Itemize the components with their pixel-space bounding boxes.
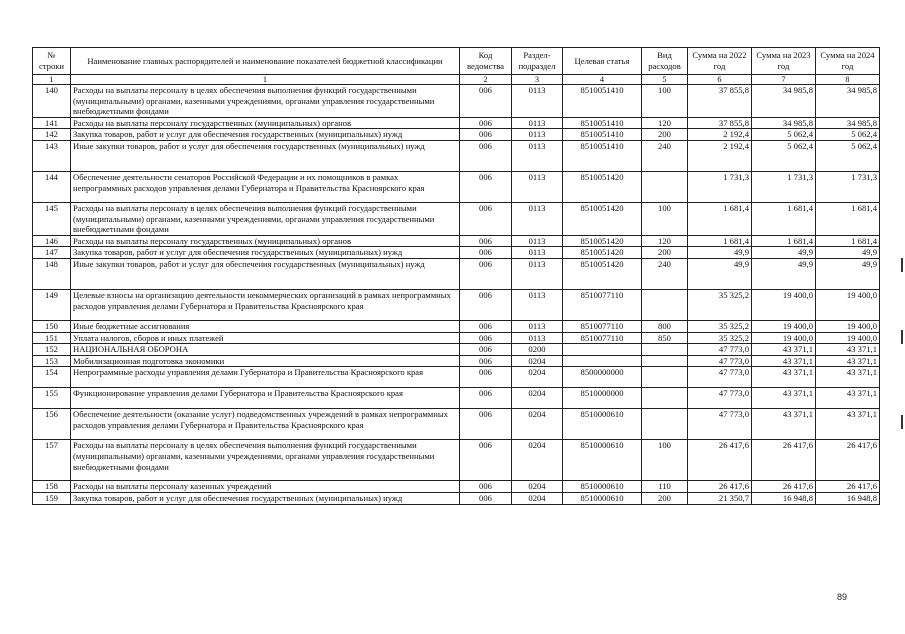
section-code-cell: 0113: [512, 332, 563, 344]
row-number-cell: 157: [33, 440, 71, 481]
column-number: 1: [71, 75, 460, 85]
row-number-cell: 145: [33, 202, 71, 235]
sum-2024-cell: 1 681,4: [816, 235, 880, 247]
sum-2022-cell: 47 773,0: [688, 409, 752, 440]
sum-2024-cell: 5 062,4: [816, 140, 880, 171]
sum-2024-cell: 34 985,8: [816, 85, 880, 118]
sum-2023-cell: 43 371,1: [752, 409, 816, 440]
row-number-cell: 144: [33, 171, 71, 202]
row-name-cell: Мобилизационная подготовка экономики: [71, 355, 460, 367]
sum-2023-cell: 16 948,8: [752, 492, 816, 504]
sum-2023-cell: 34 985,8: [752, 117, 816, 129]
department-code-cell: 006: [460, 492, 512, 504]
sum-2023-cell: 1 681,4: [752, 235, 816, 247]
sum-2022-cell: 26 417,6: [688, 481, 752, 493]
row-name-cell: Расходы на выплаты персоналу казенных учреждений: [71, 481, 460, 493]
target-article-cell: 8510077110: [563, 332, 642, 344]
edge-mark: [901, 330, 903, 344]
table-row: [33, 85, 880, 118]
row-number-cell: 146: [33, 235, 71, 247]
row-name-cell: Расходы на выплаты персоналу в целях обеспечения выполнения функций государственными (муниципальными) органами, казенными учреждениями, органами управления государственными внебюджетными фондами: [71, 440, 460, 481]
sum-2022-cell: 49,9: [688, 258, 752, 289]
target-article-cell: 8510000000: [563, 388, 642, 409]
row-name-cell: Расходы на выплаты персоналу в целях обеспечения выполнения функций государственными (муниципальными) органами, казенными учреждениями, органами управления государственными внебюджетными фондами: [71, 85, 460, 118]
column-number: 1: [33, 75, 71, 85]
row-number-cell: 148: [33, 258, 71, 289]
target-article-cell: 8510051420: [563, 202, 642, 235]
column-number: 2: [460, 75, 512, 85]
table-header-row: [33, 48, 880, 75]
table-row: [33, 140, 880, 171]
section-code-cell: 0113: [512, 129, 563, 141]
sum-2024-cell: 43 371,1: [816, 388, 880, 409]
column-number: 7: [752, 75, 816, 85]
table-row: [33, 289, 880, 320]
edge-mark: [901, 258, 903, 272]
header-department-code: Код ведомства: [460, 48, 512, 75]
page-number: 89: [837, 592, 848, 602]
header-section-code: Раздел- подраздел: [512, 48, 563, 75]
sum-2023-cell: 49,9: [752, 258, 816, 289]
sum-2023-cell: 1 731,3: [752, 171, 816, 202]
target-article-cell: 8510051420: [563, 247, 642, 259]
sum-2023-cell: 43 371,1: [752, 367, 816, 388]
row-number-cell: 149: [33, 289, 71, 320]
table-row: [33, 202, 880, 235]
sum-2022-cell: 2 192,4: [688, 140, 752, 171]
row-name-cell: Закупка товаров, работ и услуг для обеспечения государственных (муниципальных) нужд: [71, 492, 460, 504]
header-name: Наименование главных распорядителей и наименование показателей бюджетной классификации: [71, 48, 460, 75]
expense-type-cell: 100: [642, 85, 688, 118]
sum-2023-cell: 26 417,6: [752, 440, 816, 481]
table-row: [33, 355, 880, 367]
sum-2023-cell: 43 371,1: [752, 388, 816, 409]
sum-2024-cell: 26 417,6: [816, 440, 880, 481]
department-code-cell: 006: [460, 247, 512, 259]
row-number-cell: 159: [33, 492, 71, 504]
row-name-cell: НАЦИОНАЛЬНАЯ ОБОРОНА: [71, 344, 460, 356]
department-code-cell: 006: [460, 332, 512, 344]
target-article-cell: 8510051410: [563, 140, 642, 171]
section-code-cell: 0204: [512, 481, 563, 493]
sum-2023-cell: 5 062,4: [752, 140, 816, 171]
sum-2024-cell: 19 400,0: [816, 320, 880, 332]
target-article-cell: 8510000610: [563, 492, 642, 504]
row-name-cell: Обеспечение деятельности сенаторов Российской Федерации и их помощников в рамках непрограммных расходов управления делами Губернатора и Правительства Красноярского края: [71, 171, 460, 202]
table-row: [33, 171, 880, 202]
section-code-cell: 0113: [512, 85, 563, 118]
target-article-cell: 8510077110: [563, 289, 642, 320]
expense-type-cell: 240: [642, 258, 688, 289]
sum-2022-cell: 35 325,2: [688, 320, 752, 332]
sum-2022-cell: 47 773,0: [688, 388, 752, 409]
table-body: [33, 85, 880, 505]
department-code-cell: 006: [460, 235, 512, 247]
expense-type-cell: 850: [642, 332, 688, 344]
table-row: [33, 258, 880, 289]
row-name-cell: Обеспечение деятельности (оказание услуг) подведомственных учреждений в рамках непрограммных расходов управления делами Губернатора и Правительства Красноярского края: [71, 409, 460, 440]
row-number-cell: 150: [33, 320, 71, 332]
section-code-cell: 0113: [512, 258, 563, 289]
expense-type-cell: 200: [642, 247, 688, 259]
sum-2024-cell: 43 371,1: [816, 355, 880, 367]
section-code-cell: 0204: [512, 440, 563, 481]
sum-2022-cell: 1 731,3: [688, 171, 752, 202]
department-code-cell: 006: [460, 129, 512, 141]
row-name-cell: Целевые взносы на организацию деятельности некоммерческих организаций в рамках непрограммных расходов управления делами Губернатора и Правительства Красноярского края: [71, 289, 460, 320]
sum-2023-cell: 43 371,1: [752, 344, 816, 356]
section-code-cell: 0204: [512, 388, 563, 409]
department-code-cell: 006: [460, 409, 512, 440]
column-number: 5: [642, 75, 688, 85]
row-number-cell: 152: [33, 344, 71, 356]
edge-mark: [901, 415, 903, 429]
section-code-cell: 0113: [512, 117, 563, 129]
column-number: 8: [816, 75, 880, 85]
column-number: 6: [688, 75, 752, 85]
row-name-cell: Непрограммные расходы управления делами Губернатора и Правительства Красноярского края: [71, 367, 460, 388]
sum-2023-cell: 5 062,4: [752, 129, 816, 141]
table-row: [33, 409, 880, 440]
section-code-cell: 0113: [512, 171, 563, 202]
header-sum-2024: Сумма на 2024 год: [816, 48, 880, 75]
row-number-cell: 142: [33, 129, 71, 141]
row-number-cell: 140: [33, 85, 71, 118]
expense-type-cell: 800: [642, 320, 688, 332]
department-code-cell: 006: [460, 117, 512, 129]
sum-2022-cell: 49,9: [688, 247, 752, 259]
row-number-cell: 158: [33, 481, 71, 493]
sum-2024-cell: 1 681,4: [816, 202, 880, 235]
section-code-cell: 0204: [512, 492, 563, 504]
target-article-cell: 8510000610: [563, 409, 642, 440]
sum-2022-cell: 47 773,0: [688, 344, 752, 356]
sum-2023-cell: 19 400,0: [752, 320, 816, 332]
sum-2024-cell: 5 062,4: [816, 129, 880, 141]
department-code-cell: 006: [460, 440, 512, 481]
row-name-cell: Закупка товаров, работ и услуг для обеспечения государственных (муниципальных) нужд: [71, 247, 460, 259]
table-row: [33, 247, 880, 259]
department-code-cell: 006: [460, 320, 512, 332]
table-row: [33, 388, 880, 409]
budget-table: [32, 47, 880, 505]
row-number-cell: 147: [33, 247, 71, 259]
column-number-row: [33, 75, 880, 85]
sum-2022-cell: 1 681,4: [688, 235, 752, 247]
table-row: [33, 117, 880, 129]
header-expense-type: Вид расходов: [642, 48, 688, 75]
section-code-cell: 0113: [512, 320, 563, 332]
row-number-cell: 141: [33, 117, 71, 129]
expense-type-cell: 200: [642, 492, 688, 504]
header-target-article: Целевая статья: [563, 48, 642, 75]
department-code-cell: 006: [460, 85, 512, 118]
target-article-cell: 8510051420: [563, 235, 642, 247]
expense-type-cell: [642, 344, 688, 356]
target-article-cell: [563, 355, 642, 367]
sum-2023-cell: 49,9: [752, 247, 816, 259]
column-number: 4: [563, 75, 642, 85]
department-code-cell: 006: [460, 355, 512, 367]
sum-2024-cell: 34 985,8: [816, 117, 880, 129]
expense-type-cell: [642, 388, 688, 409]
section-code-cell: 0204: [512, 355, 563, 367]
table-row: [33, 332, 880, 344]
table-row: [33, 367, 880, 388]
target-article-cell: 8510051410: [563, 117, 642, 129]
row-name-cell: Расходы на выплаты персоналу государственных (муниципальных) органов: [71, 117, 460, 129]
expense-type-cell: [642, 409, 688, 440]
sum-2022-cell: 37 855,8: [688, 85, 752, 118]
target-article-cell: 8510051410: [563, 129, 642, 141]
section-code-cell: 0113: [512, 247, 563, 259]
department-code-cell: 006: [460, 388, 512, 409]
row-number-cell: 143: [33, 140, 71, 171]
header-row-number: № строки: [33, 48, 71, 75]
sum-2024-cell: 19 400,0: [816, 332, 880, 344]
department-code-cell: 006: [460, 202, 512, 235]
row-name-cell: Закупка товаров, работ и услуг для обеспечения государственных (муниципальных) нужд: [71, 129, 460, 141]
target-article-cell: 8510051420: [563, 171, 642, 202]
department-code-cell: 006: [460, 258, 512, 289]
sum-2023-cell: 26 417,6: [752, 481, 816, 493]
expense-type-cell: 100: [642, 202, 688, 235]
target-article-cell: 8510051420: [563, 258, 642, 289]
sum-2023-cell: 1 681,4: [752, 202, 816, 235]
expense-type-cell: [642, 289, 688, 320]
target-article-cell: [563, 344, 642, 356]
row-name-cell: Иные закупки товаров, работ и услуг для обеспечения государственных (муниципальных) нужд: [71, 258, 460, 289]
sum-2024-cell: 16 948,8: [816, 492, 880, 504]
expense-type-cell: [642, 355, 688, 367]
sum-2024-cell: 1 731,3: [816, 171, 880, 202]
row-number-cell: 151: [33, 332, 71, 344]
sum-2024-cell: 49,9: [816, 258, 880, 289]
section-code-cell: 0113: [512, 289, 563, 320]
sum-2024-cell: 19 400,0: [816, 289, 880, 320]
row-number-cell: 154: [33, 367, 71, 388]
department-code-cell: 006: [460, 289, 512, 320]
table-row: [33, 320, 880, 332]
expense-type-cell: [642, 367, 688, 388]
expense-type-cell: [642, 171, 688, 202]
department-code-cell: 006: [460, 140, 512, 171]
department-code-cell: 006: [460, 367, 512, 388]
target-article-cell: 8510000610: [563, 440, 642, 481]
table-row: [33, 344, 880, 356]
row-name-cell: Уплата налогов, сборов и иных платежей: [71, 332, 460, 344]
expense-type-cell: 120: [642, 117, 688, 129]
department-code-cell: 006: [460, 344, 512, 356]
sum-2024-cell: 49,9: [816, 247, 880, 259]
sum-2022-cell: 2 192,4: [688, 129, 752, 141]
row-name-cell: Расходы на выплаты персоналу в целях обеспечения выполнения функций государственными (муниципальными) органами, казенными учреждениями, органами управления государственными внебюджетными фондами: [71, 202, 460, 235]
row-name-cell: Функционирование управления делами Губернатора и Правительства Красноярского края: [71, 388, 460, 409]
expense-type-cell: 100: [642, 440, 688, 481]
sum-2023-cell: 34 985,8: [752, 85, 816, 118]
sum-2024-cell: 43 371,1: [816, 409, 880, 440]
section-code-cell: 0113: [512, 235, 563, 247]
column-number: 3: [512, 75, 563, 85]
row-name-cell: Иные закупки товаров, работ и услуг для обеспечения государственных (муниципальных) нужд: [71, 140, 460, 171]
sum-2024-cell: 26 417,6: [816, 481, 880, 493]
expense-type-cell: 120: [642, 235, 688, 247]
sum-2023-cell: 19 400,0: [752, 289, 816, 320]
row-name-cell: Расходы на выплаты персоналу государственных (муниципальных) органов: [71, 235, 460, 247]
table-row: [33, 492, 880, 504]
table-row: [33, 129, 880, 141]
table-row: [33, 440, 880, 481]
section-code-cell: 0204: [512, 367, 563, 388]
sum-2022-cell: 21 350,7: [688, 492, 752, 504]
department-code-cell: 006: [460, 171, 512, 202]
header-sum-2023: Сумма на 2023 год: [752, 48, 816, 75]
sum-2022-cell: 47 773,0: [688, 355, 752, 367]
row-number-cell: 155: [33, 388, 71, 409]
expense-type-cell: 200: [642, 129, 688, 141]
department-code-cell: 006: [460, 481, 512, 493]
sum-2022-cell: 26 417,6: [688, 440, 752, 481]
sum-2022-cell: 47 773,0: [688, 367, 752, 388]
section-code-cell: 0204: [512, 409, 563, 440]
sum-2024-cell: 43 371,1: [816, 367, 880, 388]
section-code-cell: 0113: [512, 140, 563, 171]
sum-2022-cell: 35 325,2: [688, 332, 752, 344]
sum-2024-cell: 43 371,1: [816, 344, 880, 356]
sum-2022-cell: 1 681,4: [688, 202, 752, 235]
expense-type-cell: 110: [642, 481, 688, 493]
row-number-cell: 156: [33, 409, 71, 440]
row-name-cell: Иные бюджетные ассигнования: [71, 320, 460, 332]
section-code-cell: 0113: [512, 202, 563, 235]
header-sum-2022: Сумма на 2022 год: [688, 48, 752, 75]
target-article-cell: 8510077110: [563, 320, 642, 332]
target-article-cell: 8510051410: [563, 85, 642, 118]
target-article-cell: 8500000000: [563, 367, 642, 388]
sum-2023-cell: 19 400,0: [752, 332, 816, 344]
section-code-cell: 0200: [512, 344, 563, 356]
sum-2022-cell: 35 325,2: [688, 289, 752, 320]
sum-2022-cell: 37 855,8: [688, 117, 752, 129]
target-article-cell: 8510000610: [563, 481, 642, 493]
row-number-cell: 153: [33, 355, 71, 367]
table-row: [33, 235, 880, 247]
sum-2023-cell: 43 371,1: [752, 355, 816, 367]
expense-type-cell: 240: [642, 140, 688, 171]
table-row: [33, 481, 880, 493]
